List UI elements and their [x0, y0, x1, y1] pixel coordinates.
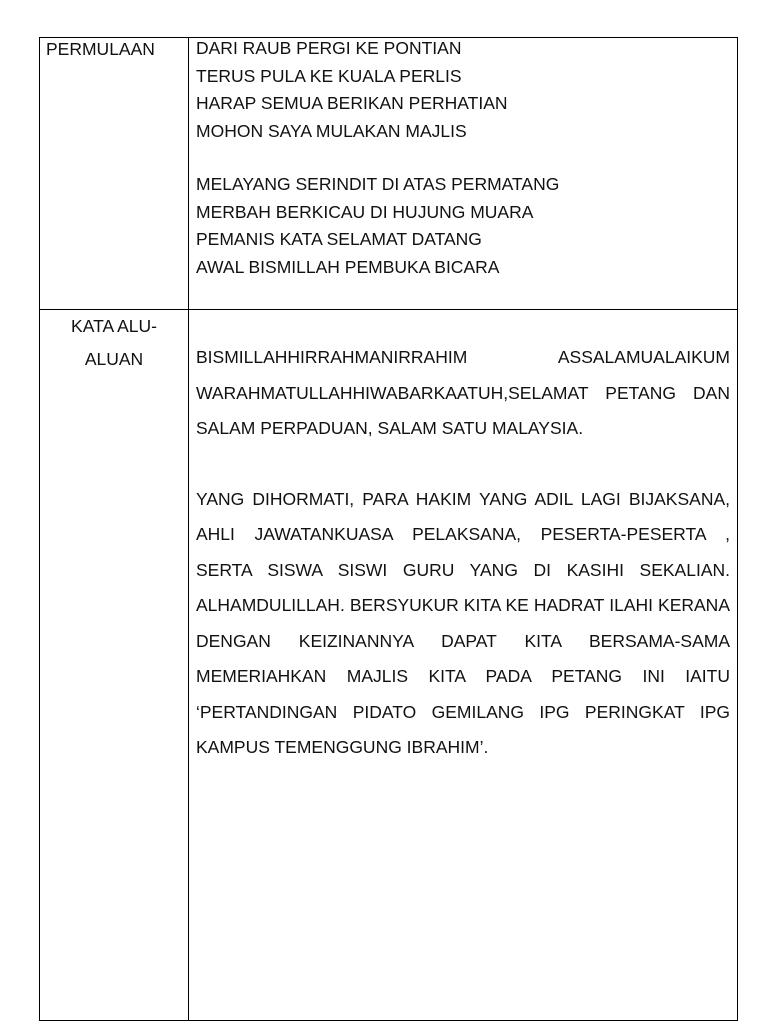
verse-line: PEMANIS KATA SELAMAT DATANG — [196, 229, 482, 249]
pantun-verse-2 — [196, 171, 726, 281]
verse-line: MOHON SAYA MULAKAN MAJLIS — [196, 120, 467, 141]
verse-line: HARAP SEMUA BERIKAN PERHATIAN — [196, 93, 508, 113]
verse-line: TERUS PULA KE KUALA PERLIS — [196, 65, 462, 86]
column-divider — [188, 38, 189, 1020]
document-table — [39, 37, 738, 1021]
pantun-verse-1 — [196, 35, 726, 145]
verse-line: AWAL BISMILLAH PEMBUKA BICARA — [196, 256, 500, 277]
verse-line: MELAYANG SERINDIT DI ATAS PERMATANG — [196, 174, 560, 194]
row-label-permulaan: PERMULAAN — [46, 39, 155, 59]
speech-paragraph-greeting: BISMILLAHHIRRAHMANIRRAHIM ASSALAMUALAIKUM WARAHMATULLAHHIWABARKAATUH,SELAMAT PETANG DAN SALAM PERPADUAN, SALAM SATU MALAYSIA. — [196, 347, 730, 438]
verse-line: MERBAH BERKICAU DI HUJUNG MUARA — [196, 201, 534, 222]
pantun-block — [196, 35, 726, 307]
row-label-line: ALUAN — [84, 349, 144, 369]
speech-paragraph-acknowledgement: YANG DIHORMATI, PARA HAKIM YANG ADIL LAGI BIJAKSANA, AHLI JAWATANKUASA PELAKSANA, PESERTA-PESERTA , SERTA SISWA SISWI GURU YANG DI KASIHI SEKALIAN. ALHAMDULILLAH. BERSYUKUR KITA KE HADRAT ILAHI KERANA DENGAN KEIZINANNYA DAPAT KITA BERSAMA-SAMA MEMERIAHKAN MAJLIS KITA PADA PETANG INI IAITU ‘PERTANDINGAN PIDATO GEMILANG IPG PERINGKAT IPG KAMPUS TEMENGGUNG IBRAHIM’. — [196, 488, 730, 757]
welcome-speech — [196, 340, 730, 801]
row-label-line: KATA ALU- — [71, 316, 157, 336]
row-label-kata-alu-aluan — [40, 310, 188, 376]
verse-line: DARI RAUB PERGI KE PONTIAN — [196, 38, 462, 58]
